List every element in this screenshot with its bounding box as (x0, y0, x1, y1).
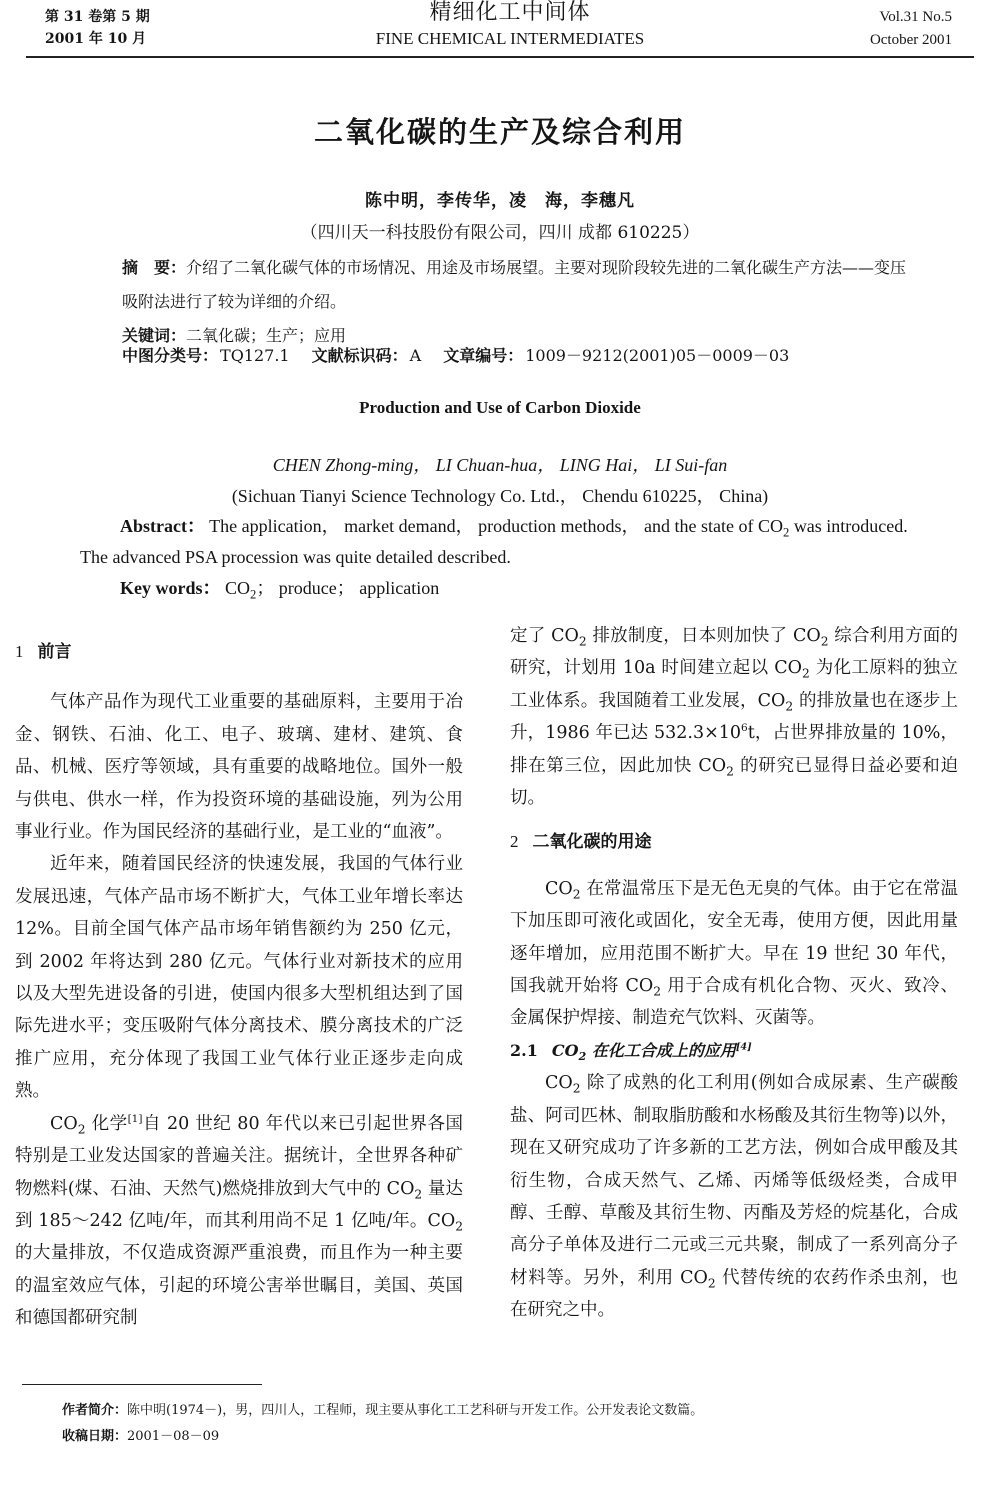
issue-date-en: October 2001 (869, 32, 952, 48)
keywords-text: 二氧化碳；生产；应用 (186, 326, 347, 345)
affiliation-cn: （四川天一科技股份有限公司，四川 成都 610225） (300, 223, 700, 243)
subscript: 2 (578, 634, 587, 649)
header-center (300, 0, 720, 50)
subscript: 2 (726, 764, 734, 779)
abstract-block-cn (80, 251, 920, 353)
body-column-left (15, 636, 463, 1335)
abstract-text: 介绍了二氧化碳气体的市场情况、用途及市场展望。主要对现阶段较先进的二氧化碳生产方法——变压吸附法进行了较为详细的介绍。 (122, 258, 907, 311)
subscript: 2 (820, 634, 829, 649)
subscript: 2 (414, 1187, 423, 1201)
subscript: 2 (802, 666, 810, 681)
subsection-heading-2-1: 2.1 $CO_2$ 在化工合成上的应用[4] (510, 1040, 752, 1064)
subscript: 2 (455, 1219, 463, 1234)
header-left (45, 6, 150, 50)
abstract-en-label: Abstract： (120, 516, 205, 536)
header-right (870, 6, 952, 52)
abstract-block-en (80, 511, 920, 604)
article-title-cn: 二氧化碳的生产及综合利用 (313, 115, 686, 149)
subscript: 2 (785, 699, 794, 714)
abstract-cn (80, 251, 920, 319)
author-bio (62, 1398, 962, 1424)
paragraph: 定了 $CO_2$ 排放制度，日本则加快了 $CO_2$ 综合利用方面的研究，计划用 10a 时间建立起以 $CO_2$ 为化工原料的独立工业体系。我国随着工业发展，$CO_2$ 的排放量也在逐步上升，1986 年已达 $532.3\times 10^6t$，占世界排放量的 10%，排在第三位，因此加快 $CO_2$ 的研究已显得日益必要和迫切。 (510, 626, 958, 809)
journal-name-cn: 精细化工中间体 (429, 0, 591, 25)
journal-name-en: FINE CHEMICAL INTERMEDIATES (375, 29, 645, 48)
section-number: 2 (510, 832, 519, 852)
section-heading-1 (15, 636, 463, 668)
abstract-en-text-1: The application， market demand， production methods， and the state of CO (204, 516, 784, 536)
subscript: 2 (578, 1049, 587, 1064)
paragraph: 气体产品作为现代工业重要的基础原料，主要用于冶金、钢铁、石油、化工、电子、玻璃、建材、建筑、食品、机械、医疗等领域，具有重要的战略地位。国外一般与供电、供水一样，作为投资环境的基础设施，列为公用事业行业。作为国民经济的基础行业，是工业的“血液”。 (15, 692, 463, 843)
subscript: 2 (77, 1122, 86, 1137)
section-number: 1 (15, 642, 24, 661)
subscript: 2 (783, 525, 790, 540)
keywords-en (80, 573, 920, 604)
paragraph: $CO_2$ 除了成熟的化工利用(例如合成尿素、生产碳酸盐、阿司匹林、制取脂肪酸和水杨酸及其衍生物等)以外，现在又研究成功了许多新的工艺方法，例如合成甲酸及其衍生物，合成天然气、乙烯、丙烯等低级烃类，合成甲醇、壬醇、草酸及其衍生物、丙酯及芳烃的烷基化，合成高分子单体及进行二元或三元共聚，制成了一系列高分子材料等。另外，利用 $CO_2$ 代替传统的农药作杀虫剂，也在研究之中。 (510, 1073, 958, 1321)
authors-en: CHEN Zhong-ming， LI Chuan-hua， LING Hai， LI Sui-fan (272, 455, 728, 475)
received-label: 收稿日期： (62, 1429, 128, 1444)
body-column-right (510, 620, 958, 1327)
citation: [1] (127, 1112, 143, 1125)
clc-label: 中图分类号： (122, 346, 219, 365)
abstract-en (80, 511, 920, 573)
received-date (62, 1424, 962, 1450)
author-bio-label: 作者简介： (62, 1403, 128, 1418)
affiliation-en: (Sichuan Tianyi Science Technology Co. Ltd.， Chendu 610225， China) (231, 486, 769, 506)
subscript: 2 (572, 887, 581, 902)
section-title: 前言 (37, 642, 72, 662)
classification-line (122, 343, 789, 366)
issue-date-cn: 2001 年 10 月 (45, 31, 147, 47)
article-no-value: 1009－9212(2001)05－0009－03 (525, 346, 790, 365)
volume-issue: 第 31 卷第 5 期 (45, 9, 150, 25)
header-rule (26, 56, 974, 58)
paragraph: 近年来，随着国民经济的快速发展，我国的气体行业发展迅速，气体产品市场不断扩大，气体工业年增长率达 12%。目前全国气体产品市场年销售额约为 250 亿元，到 2002 年将达到 280 亿元。气体行业对新技术的应用以及大型先进设备的引进，使国内很多大型机组达到了国际先进水平；变压吸附气体分离技术、膜分离技术的广泛推广应用，充分体现了我国工业气体行业正逐步走向成熟。 (15, 854, 463, 1102)
author-bio-text: 陈中明(1974－)，男，四川人，工程师，现主要从事化工工艺科研与开发工作。公开发表论文数篇。 (127, 1403, 704, 1418)
clc-value: TQ127.1 (220, 346, 290, 365)
footnote (62, 1398, 962, 1450)
superscript: 6 (741, 722, 748, 735)
keywords-en-label: Key words： (120, 578, 221, 598)
doc-code-value: A (409, 346, 422, 365)
section-title: 二氧化碳的用途 (532, 832, 652, 853)
subscript: 2 (250, 587, 257, 602)
section-heading-2 (510, 826, 958, 858)
abstract-label: 摘 要： (122, 258, 187, 277)
authors-cn: 陈中明，李传华，凌 海，李穗凡 (365, 191, 635, 211)
article-title-en: Production and Use of Carbon Dioxide (359, 398, 641, 417)
keywords-en-text-2: ； produce； application (256, 578, 440, 598)
subscript: 2 (707, 1276, 716, 1291)
received-text: 2001－08－09 (127, 1429, 220, 1444)
paragraph: $CO_2$ 在常温常压下是无色无臭的气体。由于它在常温下加压即可液化或固化，安全无毒，使用方便，因此用量逐年增加，应用范围不断扩大。早在 19 世纪 30 年代，国我就开始将 $CO_2$ 用于合成有机化合物、灭火、致冷、金属保护焊接、制造充气饮料、灭菌等。 (510, 878, 958, 1029)
volume-en: Vol.31 No.5 (879, 9, 952, 25)
paragraph: $CO_2$ 化学[1]自 20 世纪 80 年代以来已引起世界各国特别是工业发达国家的普遍关注。据统计，全世界各种矿物燃料(煤、石油、天然气)燃烧排放到大气中的 $CO_2$ 量达到 185～242 亿吨/年，而其利用尚不足 1 亿吨/年。$CO_2$ 的大量排放，不仅造成资源严重浪费，而且作为一种主要的温室效应气体，引起的环境公害举世瞩目，美国、英国和德国都研究制 (15, 1112, 463, 1329)
keywords-label: 关键词： (122, 326, 187, 345)
subscript: 2 (572, 1081, 581, 1096)
footnote-rule (22, 1384, 262, 1385)
subsection-number: 2.1 (510, 1040, 538, 1060)
article-no-label: 文章编号： (443, 346, 524, 365)
keywords-en-text-1: CO (220, 578, 251, 598)
citation: [4] (735, 1041, 752, 1053)
doc-code-label: 文献标识码： (311, 346, 408, 365)
subscript: 2 (653, 984, 662, 999)
abstract-en-text-2: was introduced. The advanced PSA procession was quite detailed described. (80, 516, 908, 567)
